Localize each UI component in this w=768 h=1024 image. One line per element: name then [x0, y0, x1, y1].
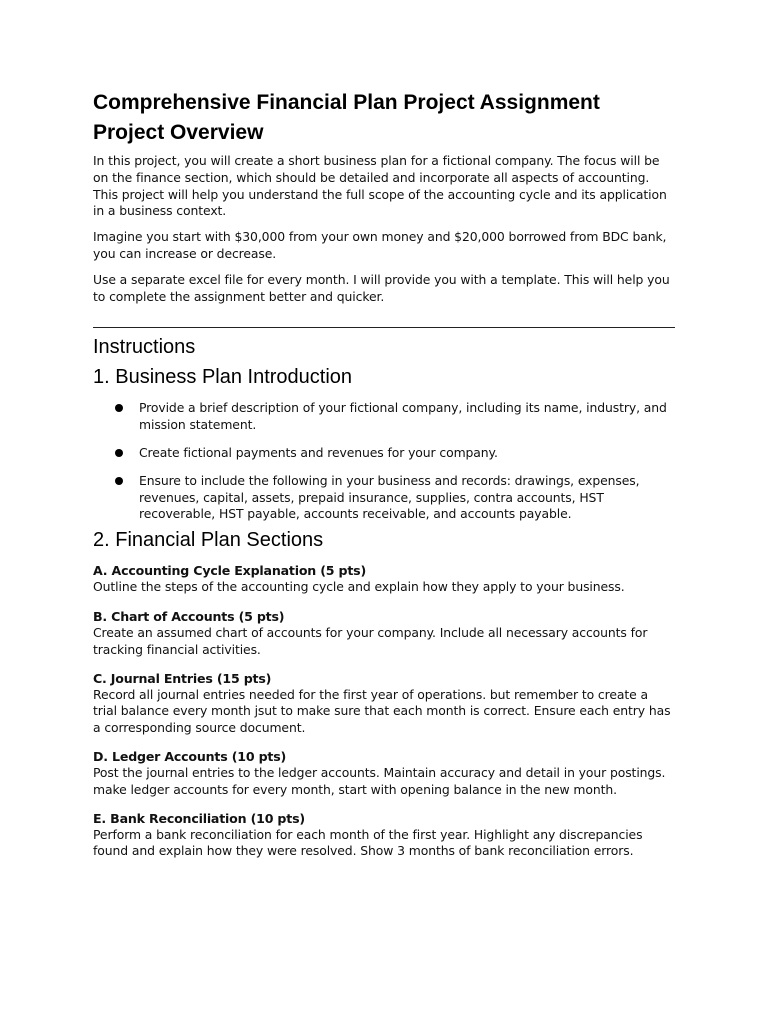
- sections-heading: 2. Financial Plan Sections: [93, 529, 324, 552]
- intro-bullet-list: [93, 400, 675, 523]
- bullet-icon: [115, 404, 123, 412]
- section-e: [93, 810, 675, 861]
- section-e-body: Perform a bank reconciliation for each month of the first year. Highlight any discrepancies found and explain how they were resolved. Show 3 months of bank reconciliation errors.: [93, 826, 643, 859]
- document-title: Comprehensive Financial Plan Project Assignment: [93, 91, 600, 114]
- document-page: [93, 88, 675, 860]
- bullet-text: Ensure to include the following in your business and records: drawings, expenses, revenues, capital, assets, prepaid insurance, supplies, contra accounts, HST recoverable, HST payable, accounts receivable, and accounts payable.: [139, 472, 640, 522]
- overview-paragraph-2: Imagine you start with $30,000 from your own money and $20,000 borrowed from BDC bank, you can increase or decrease.: [93, 229, 667, 261]
- overview-paragraph-1: In this project, you will create a short business plan for a fictional company. The focus will be on the finance section, which should be detailed and incorporate all aspects of accounting. This project will help you understand the full scope of the accounting cycle and its application in a business context.: [93, 153, 667, 219]
- section-a: [93, 562, 675, 596]
- section-d-title: D. Ledger Accounts (10 pts): [93, 748, 287, 764]
- overview-paragraph-3: Use a separate excel file for every month. I will provide you with a template. This will help you to complete the assignment better and quicker.: [93, 271, 670, 304]
- section-a-body: Outline the steps of the accounting cycle and explain how they apply to your business.: [93, 579, 625, 595]
- intro-heading: 1. Business Plan Introduction: [93, 366, 353, 389]
- bullet-text: Provide a brief description of your fictional company, including its name, industry, and mission statement.: [139, 400, 667, 433]
- instructions-heading: Instructions: [93, 336, 196, 359]
- list-item: [139, 400, 675, 434]
- section-divider: [93, 327, 675, 328]
- section-c: [93, 670, 675, 737]
- bullet-icon: [115, 477, 123, 485]
- section-b-title: B. Chart of Accounts (5 pts): [93, 608, 285, 624]
- section-c-title: C. Journal Entries (15 pts): [93, 670, 272, 686]
- section-d: [93, 748, 675, 799]
- bullet-text: Create fictional payments and revenues for your company.: [139, 444, 498, 460]
- bullet-icon: [115, 449, 123, 457]
- section-c-body: Record all journal entries needed for the first year of operations. but remember to create a trial balance every month jsut to make sure that each month is correct. Ensure each entry has a corresponding source document.: [93, 686, 671, 736]
- section-b-body: Create an assumed chart of accounts for your company. Include all necessary accounts for tracking financial activities.: [93, 624, 648, 657]
- section-e-title: E. Bank Reconciliation (10 pts): [93, 810, 305, 826]
- section-a-title: A. Accounting Cycle Explanation (5 pts): [93, 563, 367, 579]
- list-item: [139, 445, 675, 462]
- overview-heading: Project Overview: [93, 121, 264, 144]
- section-d-body: Post the journal entries to the ledger accounts. Maintain accuracy and detail in your postings. make ledger accounts for every month, start with opening balance in the new month.: [93, 764, 666, 797]
- section-b: [93, 608, 675, 659]
- list-item: [139, 473, 675, 523]
